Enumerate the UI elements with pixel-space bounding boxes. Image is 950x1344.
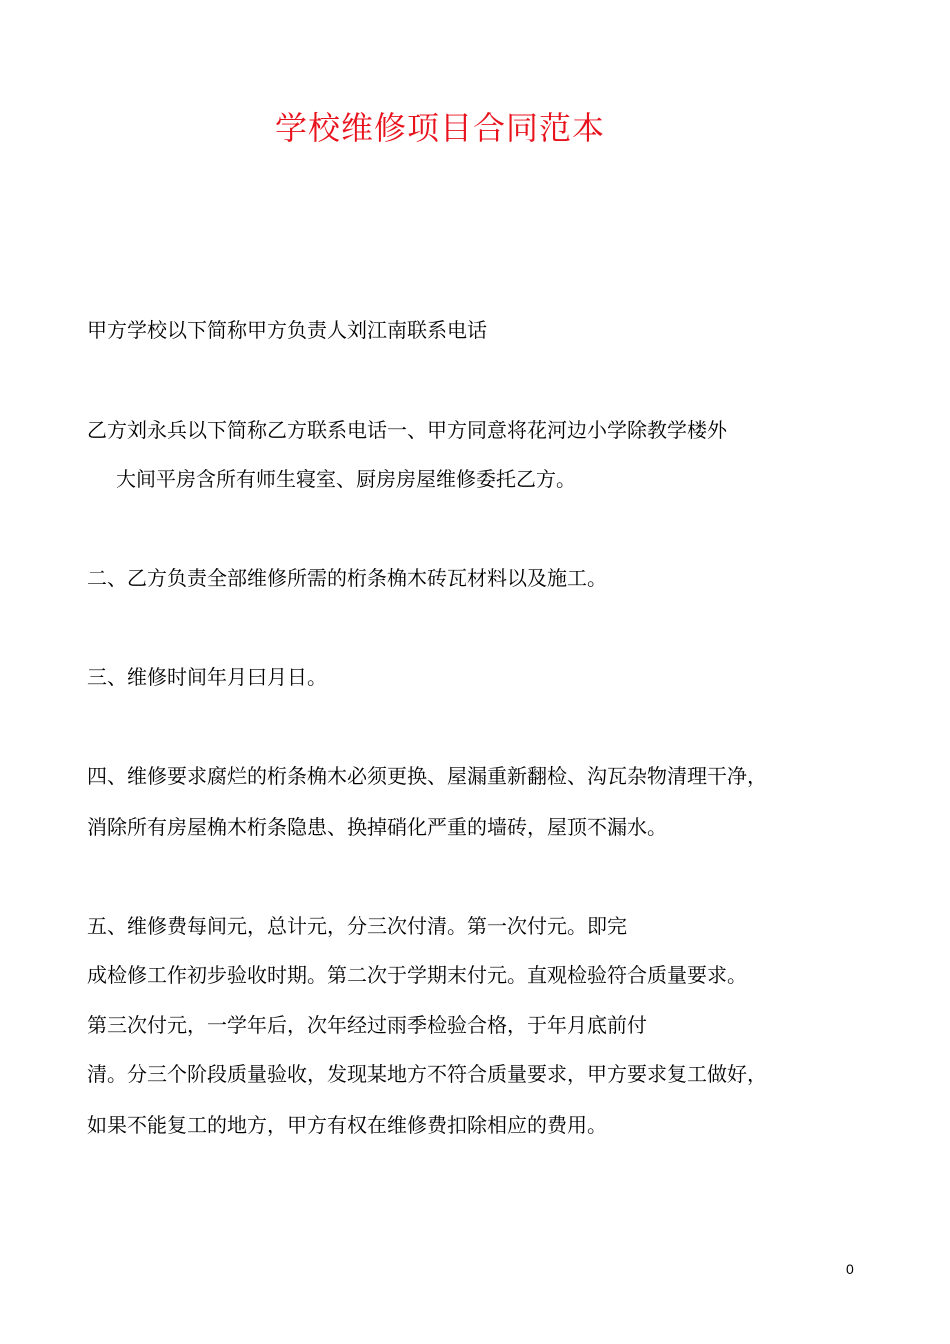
clause-5-line-5: 如果不能复工的地方，甲方有权在维修费扣除相应的费用。	[87, 1113, 607, 1137]
clause-4-line-2: 消除所有房屋桷木桁条隐患、换掉硝化严重的墙砖，屋顶不漏水。	[87, 815, 667, 839]
paragraph-party-b-line-2: 大间平房含所有师生寝室、厨房房屋维修委托乙方。	[116, 467, 576, 491]
clause-3: 三、维修时间年月曰月日。	[87, 665, 327, 689]
page-number: 0	[846, 1261, 854, 1277]
clause-5-line-4: 清。分三个阶段质量验收，发现某地方不符合质量要求，甲方要求复工做好，	[87, 1062, 767, 1086]
clause-2: 二、乙方负责全部维修所需的桁条桷木砖瓦材料以及施工。	[87, 566, 607, 590]
paragraph-party-a: 甲方学校以下简称甲方负责人刘江南联系电话	[87, 318, 487, 342]
paragraph-party-b-line-1: 乙方刘永兵以下简称乙方联系电话一、甲方同意将花河边小学除教学楼外	[87, 418, 727, 442]
clause-5-line-1: 五、维修费每间元，总计元，分三次付清。第一次付元。即完	[87, 914, 627, 938]
clause-5-line-2: 成检修工作初步验收时期。第二次于学期末付元。直观检验符合质量要求。	[87, 963, 747, 987]
clause-5-line-3: 第三次付元，一学年后，次年经过雨季检验合格，于年月底前付	[87, 1013, 647, 1037]
clause-4-line-1: 四、维修要求腐烂的桁条桷木必须更换、屋漏重新翻检、沟瓦杂物清理干净，	[87, 764, 767, 788]
document-title: 学校维修项目合同范本	[274, 109, 605, 147]
